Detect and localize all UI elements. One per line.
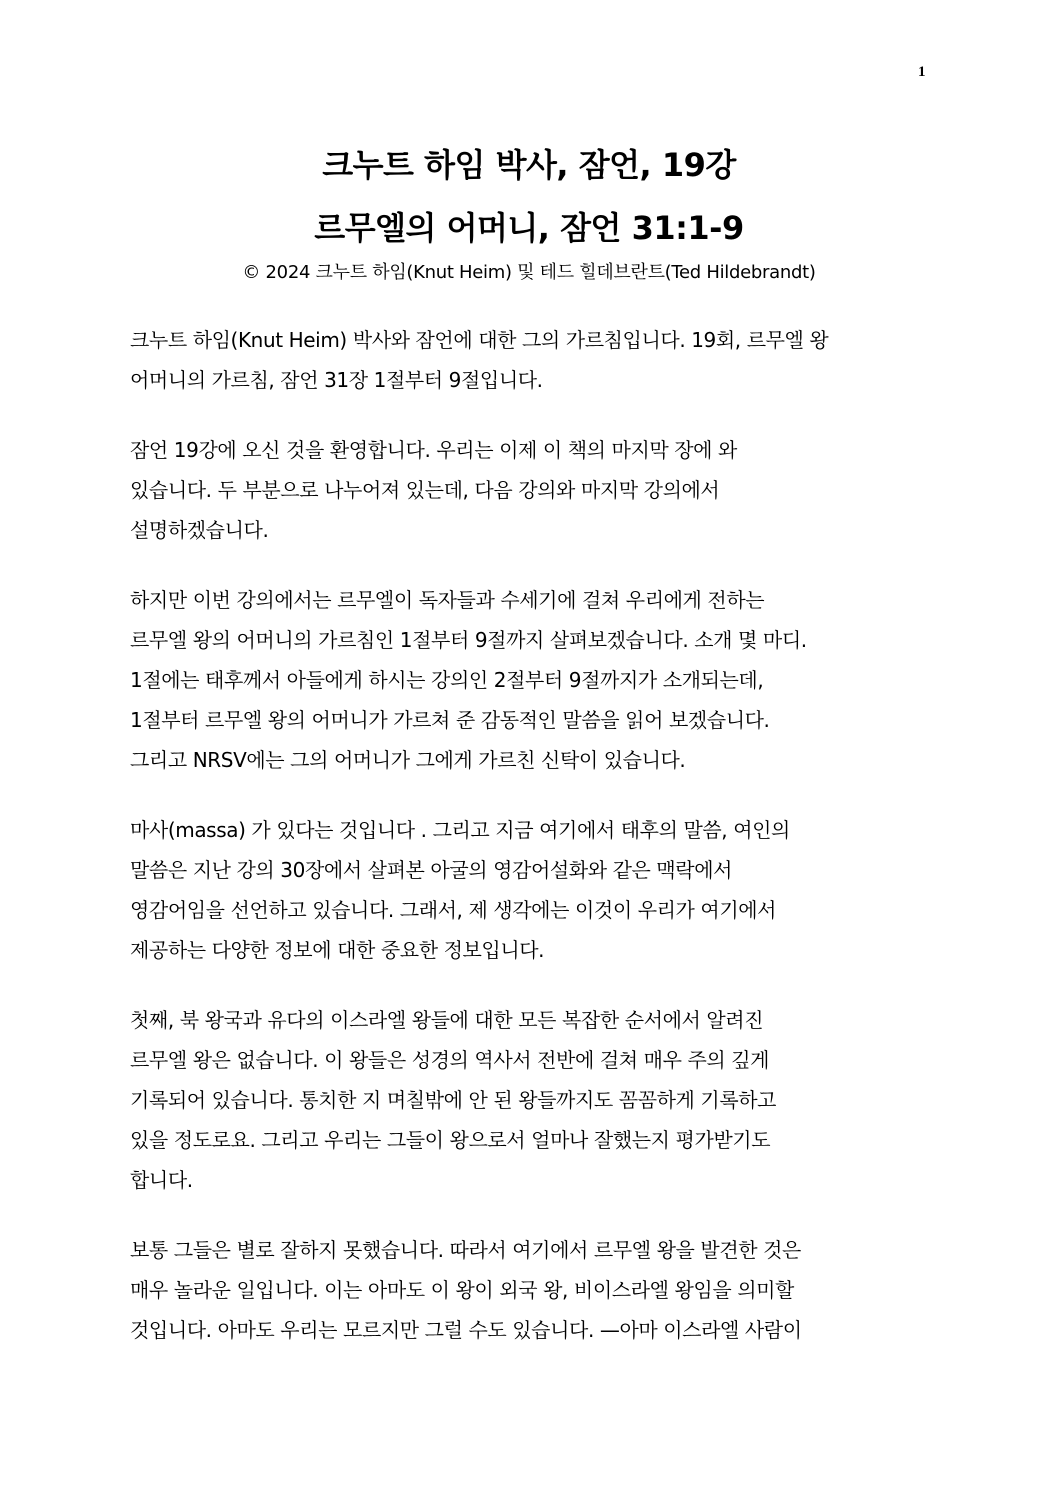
- paragraph: [130, 1000, 940, 1200]
- document-body: [130, 320, 940, 1380]
- text-line: 잠언 19강에 오신 것을 환영합니다. 우리는 이제 이 책의 마지막 장에 와: [130, 438, 737, 462]
- text-line: 그리고 NRSV에는 그의 어머니가 그에게 가르친 신탁이 있습니다.: [130, 748, 686, 772]
- text-line: 크누트 하임(Knut Heim) 박사와 잠언에 대한 그의 가르침입니다. 19회, 르무엘 왕: [130, 328, 829, 352]
- text-line: 것입니다. 아마도 우리는 모르지만 그럴 수도 있습니다. —아마 이스라엘 사람이: [130, 1318, 802, 1342]
- copyright-line: © 2024 크누트 하임(Knut Heim) 및 테드 힐데브란트(Ted Hildebrandt): [242, 262, 816, 283]
- text-line: 영감어임을 선언하고 있습니다. 그래서, 제 생각에는 이것이 우리가 여기에서: [130, 898, 777, 922]
- paragraph: [130, 320, 940, 400]
- text-line: 있습니다. 두 부분으로 나누어져 있는데, 다음 강의와 마지막 강의에서: [130, 478, 720, 502]
- paragraph: [130, 580, 940, 780]
- text-line: 매우 놀라운 일입니다. 이는 아마도 이 왕이 외국 왕, 비이스라엘 왕임을 의미할: [130, 1278, 794, 1302]
- text-line: 하지만 이번 강의에서는 르무엘이 독자들과 수세기에 걸쳐 우리에게 전하는: [130, 588, 765, 612]
- text-line: 1절부터 르무엘 왕의 어머니가 가르쳐 준 감동적인 말씀을 읽어 보겠습니다.: [130, 708, 770, 732]
- document-title: 크누트 하임 박사, 잠언, 19강: [322, 146, 736, 184]
- text-line: 마사(massa) 가 있다는 것입니다 . 그리고 지금 여기에서 태후의 말씀, 여인의: [130, 818, 790, 842]
- text-line: 기록되어 있습니다. 통치한 지 며칠밖에 안 된 왕들까지도 꼼꼼하게 기록하고: [130, 1088, 777, 1112]
- text-line: 제공하는 다양한 정보에 대한 중요한 정보입니다.: [130, 938, 545, 962]
- text-line: 1절에는 태후께서 아들에게 하시는 강의인 2절부터 9절까지가 소개되는데,: [130, 668, 764, 692]
- page-number: 1: [918, 64, 926, 80]
- text-line: 첫째, 북 왕국과 유다의 이스라엘 왕들에 대한 모든 복잡한 순서에서 알려진: [130, 1008, 764, 1032]
- paragraph: [130, 1230, 940, 1350]
- text-line: 말씀은 지난 강의 30장에서 살펴본 아굴의 영감어설화와 같은 맥락에서: [130, 858, 733, 882]
- text-line: 있을 정도로요. 그리고 우리는 그들이 왕으로서 얼마나 잘했는지 평가받기도: [130, 1128, 771, 1152]
- text-line: 어머니의 가르침, 잠언 31장 1절부터 9절입니다.: [130, 368, 543, 392]
- document-subtitle: 르무엘의 어머니, 잠언 31:1-9: [314, 209, 744, 247]
- text-line: 르무엘 왕의 어머니의 가르침인 1절부터 9절까지 살펴보겠습니다. 소개 몇 마디.: [130, 628, 807, 652]
- paragraph: [130, 810, 940, 970]
- paragraph: [130, 430, 940, 550]
- text-line: 르무엘 왕은 없습니다. 이 왕들은 성경의 역사서 전반에 걸쳐 매우 주의 깊게: [130, 1048, 770, 1072]
- text-line: 보통 그들은 별로 잘하지 못했습니다. 따라서 여기에서 르무엘 왕을 발견한 것은: [130, 1238, 801, 1262]
- text-line: 설명하겠습니다.: [130, 518, 269, 542]
- text-line: 합니다.: [130, 1168, 193, 1192]
